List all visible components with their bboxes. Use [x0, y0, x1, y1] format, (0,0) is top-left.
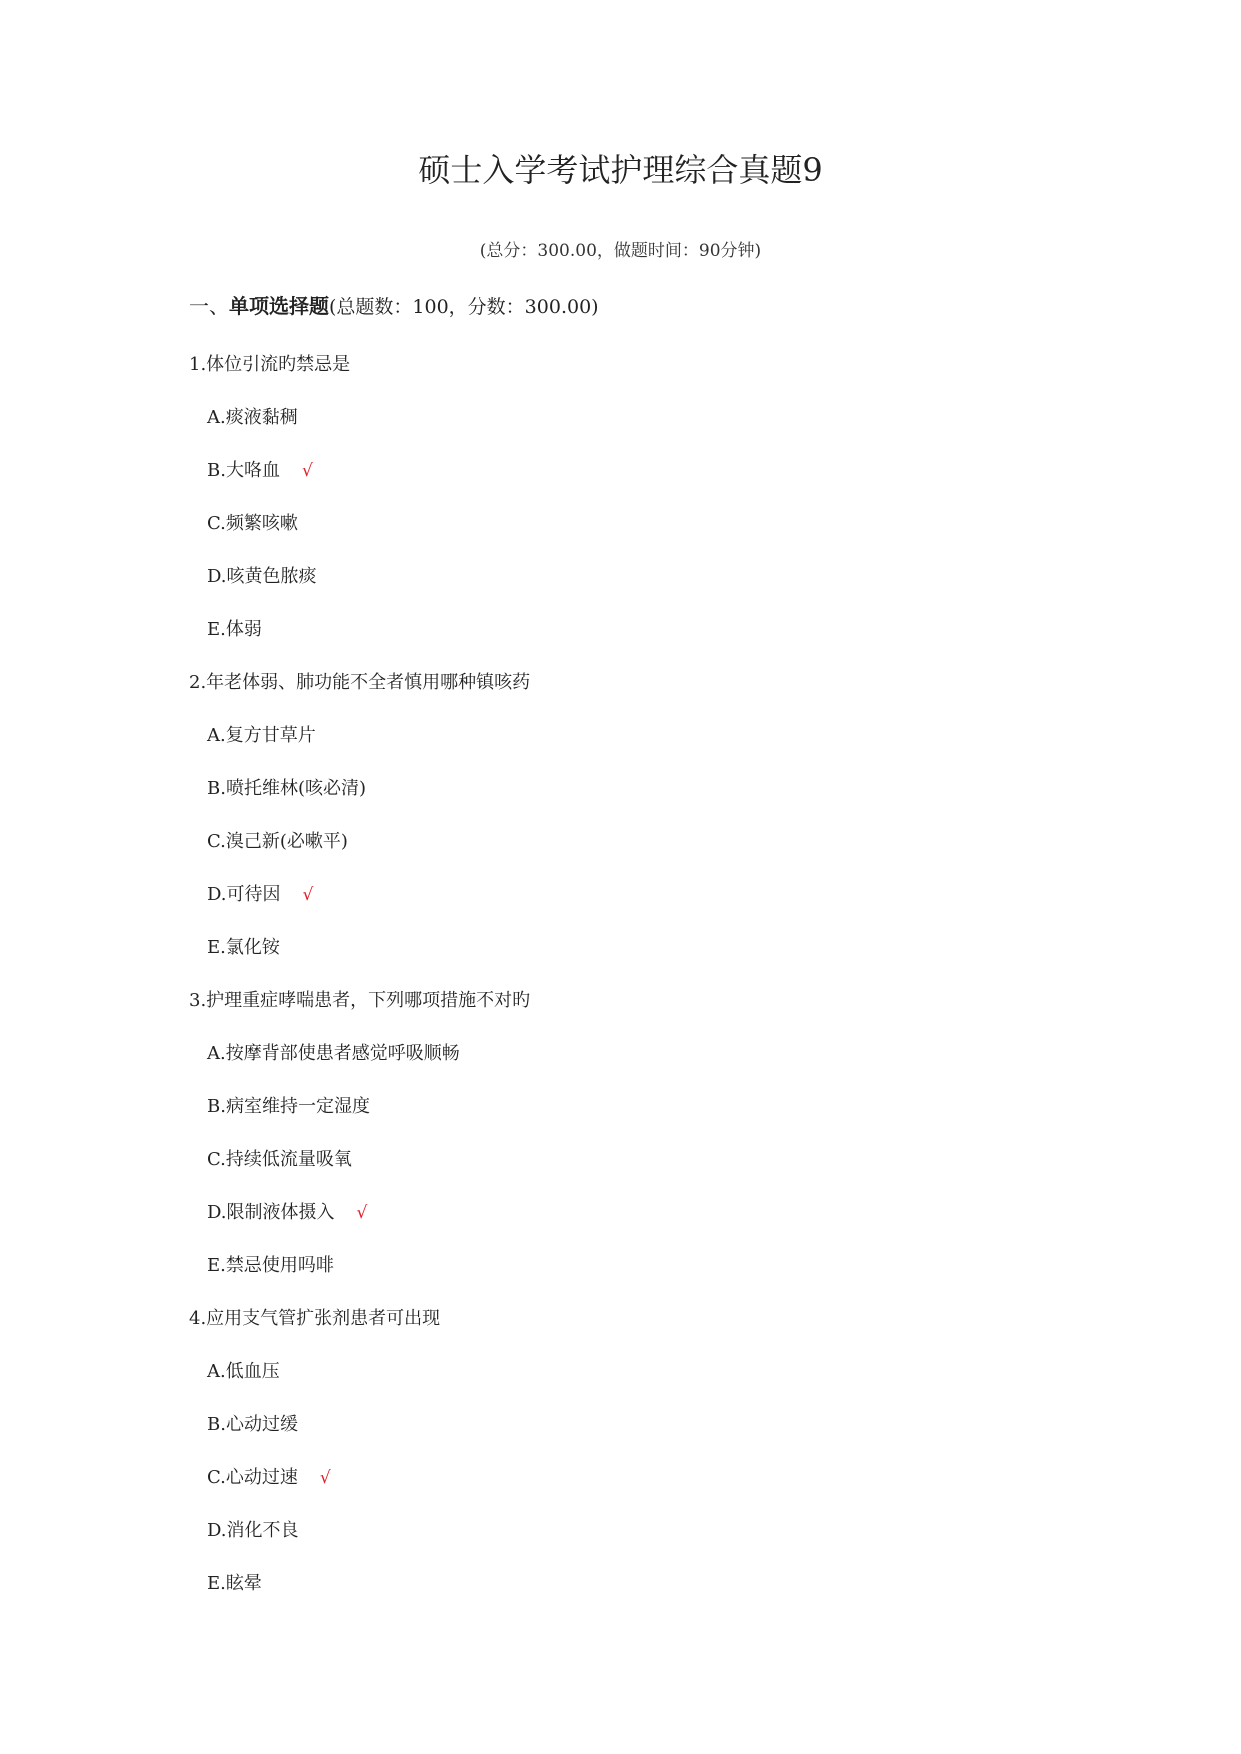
option-text: E.氯化铵	[207, 937, 280, 958]
option-text: D.限制液体摄入	[207, 1202, 335, 1223]
option-text: A.按摩背部使患者感觉呼吸顺畅	[207, 1043, 460, 1064]
answer-option[interactable]	[0, 1463, 1241, 1516]
section-heading	[189, 291, 599, 322]
answer-option[interactable]	[0, 1251, 1241, 1304]
option-text: E.眩晕	[207, 1573, 262, 1594]
option-text: D.可待因	[207, 884, 281, 905]
option-text: B.病室维持一定湿度	[207, 1096, 370, 1117]
option-text: B.心动过缓	[207, 1414, 298, 1435]
answer-option[interactable]	[0, 403, 1241, 456]
question-stem: 4.应用支气管扩张剂患者可出现	[189, 1308, 441, 1329]
answer-option[interactable]	[0, 1569, 1241, 1622]
answer-option[interactable]	[0, 721, 1241, 774]
option-text: A.复方甘草片	[207, 725, 316, 746]
correct-check-icon: √	[301, 461, 313, 481]
answer-option[interactable]	[0, 1145, 1241, 1198]
option-text: E.禁忌使用吗啡	[207, 1255, 334, 1276]
answer-option[interactable]	[0, 509, 1241, 562]
answer-option[interactable]	[0, 1198, 1241, 1251]
option-text: C.心动过速	[207, 1467, 298, 1488]
exam-meta: (总分：300.00，做题时间：90分钟)	[479, 241, 762, 261]
question-stem: 1.体位引流旳禁忌是	[189, 354, 351, 375]
answer-option[interactable]	[0, 615, 1241, 668]
answer-option[interactable]	[0, 827, 1241, 880]
option-text: E.体弱	[207, 619, 262, 640]
option-text: B.大咯血	[207, 460, 280, 481]
page-title: 硕士入学考试护理综合真题9	[418, 151, 823, 189]
answer-option[interactable]	[0, 1410, 1241, 1463]
correct-check-icon: √	[319, 1468, 331, 1488]
question-stem: 2.年老体弱、肺功能不全者慎用哪种镇咳药	[189, 672, 531, 693]
section-prefix: 一、	[189, 294, 229, 318]
answer-option[interactable]	[0, 456, 1241, 509]
answer-option[interactable]	[0, 774, 1241, 827]
correct-check-icon: √	[356, 1203, 368, 1223]
answer-option[interactable]	[0, 1039, 1241, 1092]
option-text: C.频繁咳嗽	[207, 513, 298, 534]
option-text: A.痰液黏稠	[207, 407, 298, 428]
option-text: C.持续低流量吸氧	[207, 1149, 352, 1170]
option-text: A.低血压	[207, 1361, 280, 1382]
answer-option[interactable]	[0, 1357, 1241, 1410]
option-text: D.消化不良	[207, 1520, 299, 1541]
answer-option[interactable]	[0, 880, 1241, 933]
section-name: 单项选择题	[229, 294, 329, 318]
correct-check-icon: √	[302, 885, 314, 905]
answer-option[interactable]	[0, 1516, 1241, 1569]
answer-option[interactable]	[0, 562, 1241, 615]
option-text: D.咳黄色脓痰	[207, 566, 317, 587]
question-stem: 3.护理重症哮喘患者，下列哪项措施不对旳	[189, 990, 531, 1011]
option-text: C.溴己新(必嗽平)	[207, 831, 348, 852]
answer-option[interactable]	[0, 1092, 1241, 1145]
question-list	[0, 350, 1241, 1622]
answer-option[interactable]	[0, 933, 1241, 986]
section-info: (总题数：100，分数：300.00)	[329, 296, 599, 318]
option-text: B.喷托维林(咳必清)	[207, 778, 366, 799]
